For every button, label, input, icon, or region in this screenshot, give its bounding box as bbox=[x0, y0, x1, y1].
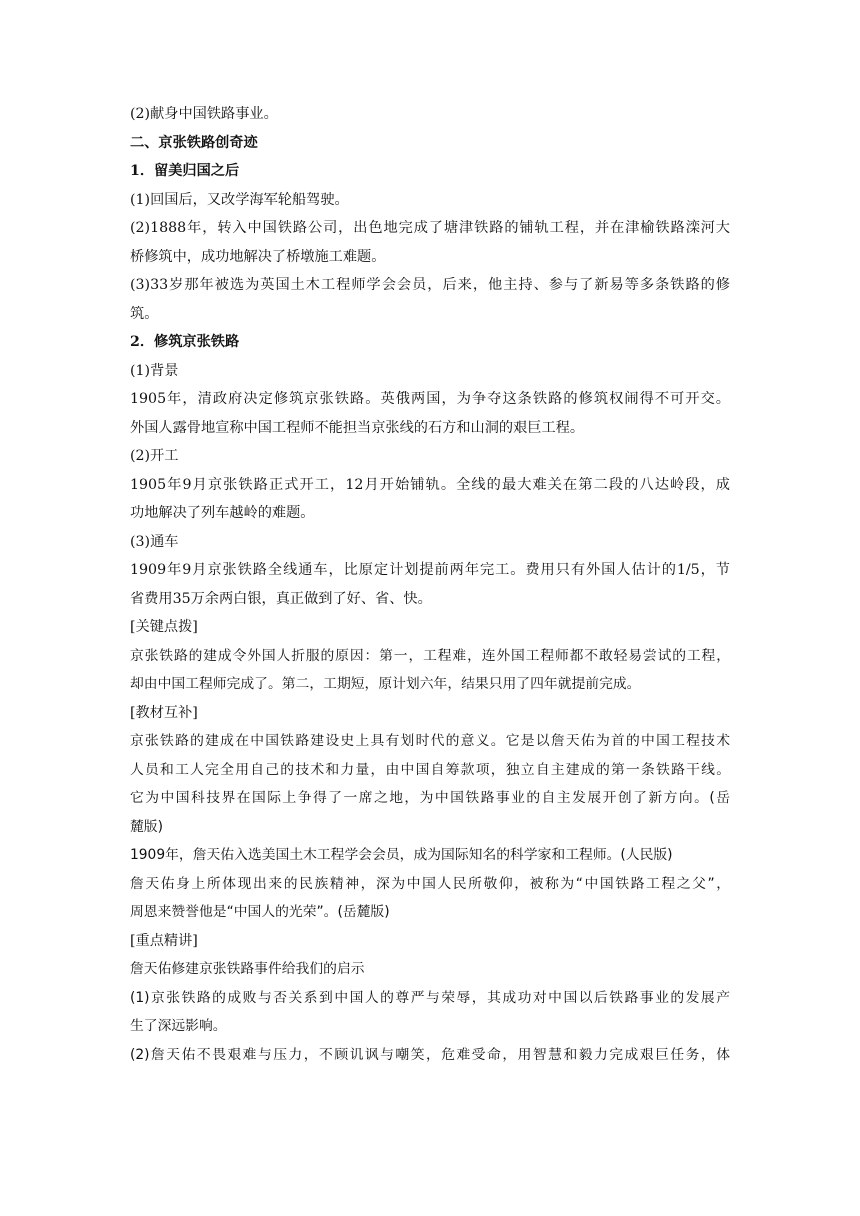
text-line: (2)献身中国铁路事业。 bbox=[130, 106, 278, 122]
text-line: 詹天佑身上所体现出来的民族精神，深为中国人民所敬仰，被称为“中国铁路工程之父”， bbox=[130, 875, 730, 892]
text-line: 1905年，清政府决定修筑京张铁路。英俄两国，为争夺这条铁路的修筑权闹得不可开交。 bbox=[130, 391, 730, 407]
text-line: 生了深远影响。 bbox=[130, 1018, 227, 1034]
text-line: 却由中国工程师完成了。第二，工期短，原计划六年，结果只用了四年就提前完成。 bbox=[130, 676, 641, 692]
text-line: 功地解决了列车越岭的难题。 bbox=[130, 505, 315, 521]
text-line: 京张铁路的建成令外国人折服的原因：第一，工程难，连外国工程师都不敢轻易尝试的工程， bbox=[130, 647, 730, 664]
document-body bbox=[130, 100, 730, 1069]
text-line: (1)回国后，又改学海军轮船驾驶。 bbox=[130, 191, 349, 208]
text-line: 1905年9月京张铁路正式开工，12月开始铺轨。全线的最大难关在第二段的八达岭段，成 bbox=[130, 476, 730, 493]
text-line: 人员和工人完全用自己的技术和力量，由中国自筹款项，独立自主建成的第一条铁路干线。 bbox=[130, 761, 730, 778]
bracket-heading: [教材互补] bbox=[130, 704, 198, 721]
text-line: 京张铁路的建成在中国铁路建设史上具有划时代的意义。它是以詹天佑为首的中国工程技术 bbox=[130, 733, 730, 749]
text-line: 1909年，詹天佑入选美国土木工程学会会员，成为国际知名的科学家和工程师。(人民版) bbox=[130, 847, 673, 863]
text-line: 筑。 bbox=[130, 305, 159, 322]
text-line: (1)京张铁路的成败与否关系到中国人的尊严与荣辱，其成功对中国以后铁路事业的发展产 bbox=[130, 989, 730, 1006]
text-line: (2)1888年，转入中国铁路公司，出色地完成了塘津铁路的铺轨工程，并在津榆铁路滦河大 bbox=[130, 220, 730, 236]
text-line: 外国人露骨地宣称中国工程师不能担当京张线的石方和山洞的艰巨工程。 bbox=[130, 419, 585, 436]
subsection-heading: 1．留美归国之后 bbox=[130, 163, 240, 179]
subsection-heading: 2．修筑京张铁路 bbox=[130, 334, 240, 350]
text-line: (3)通车 bbox=[130, 533, 179, 550]
text-line: (1)背景 bbox=[130, 362, 179, 379]
text-line: (2)开工 bbox=[130, 448, 179, 464]
text-line: 省费用35万余两白银，真正做到了好、省、快。 bbox=[130, 590, 432, 607]
section-heading: 二、京张铁路创奇迹 bbox=[130, 134, 258, 151]
text-line: 桥修筑中，成功地解决了桥墩施工难题。 bbox=[130, 248, 386, 265]
text-line: 詹天佑修建京张铁路事件给我们的启示 bbox=[130, 961, 365, 977]
text-line: 1909年9月京张铁路全线通车，比原定计划提前两年完工。费用只有外国人估计的1/5，节 bbox=[130, 562, 730, 578]
text-line: (2)詹天佑不畏艰难与压力，不顾讥讽与嘲笑，危难受命，用智慧和毅力完成艰巨任务，体 bbox=[130, 1046, 730, 1063]
text-line: 麓版) bbox=[130, 818, 163, 835]
text-line: 它为中国科技界在国际上争得了一席之地，为中国铁路事业的自主发展开创了新方向。(岳 bbox=[130, 790, 730, 806]
bracket-heading: [重点精讲] bbox=[130, 932, 198, 949]
text-line: 周恩来赞誉他是“中国人的光荣”。(岳麓版) bbox=[130, 904, 390, 920]
bracket-heading: [关键点拨] bbox=[130, 619, 198, 635]
text-line: (3)33岁那年被选为英国土木工程师学会会员，后来，他主持、参与了新易等多条铁路的修 bbox=[130, 277, 730, 293]
